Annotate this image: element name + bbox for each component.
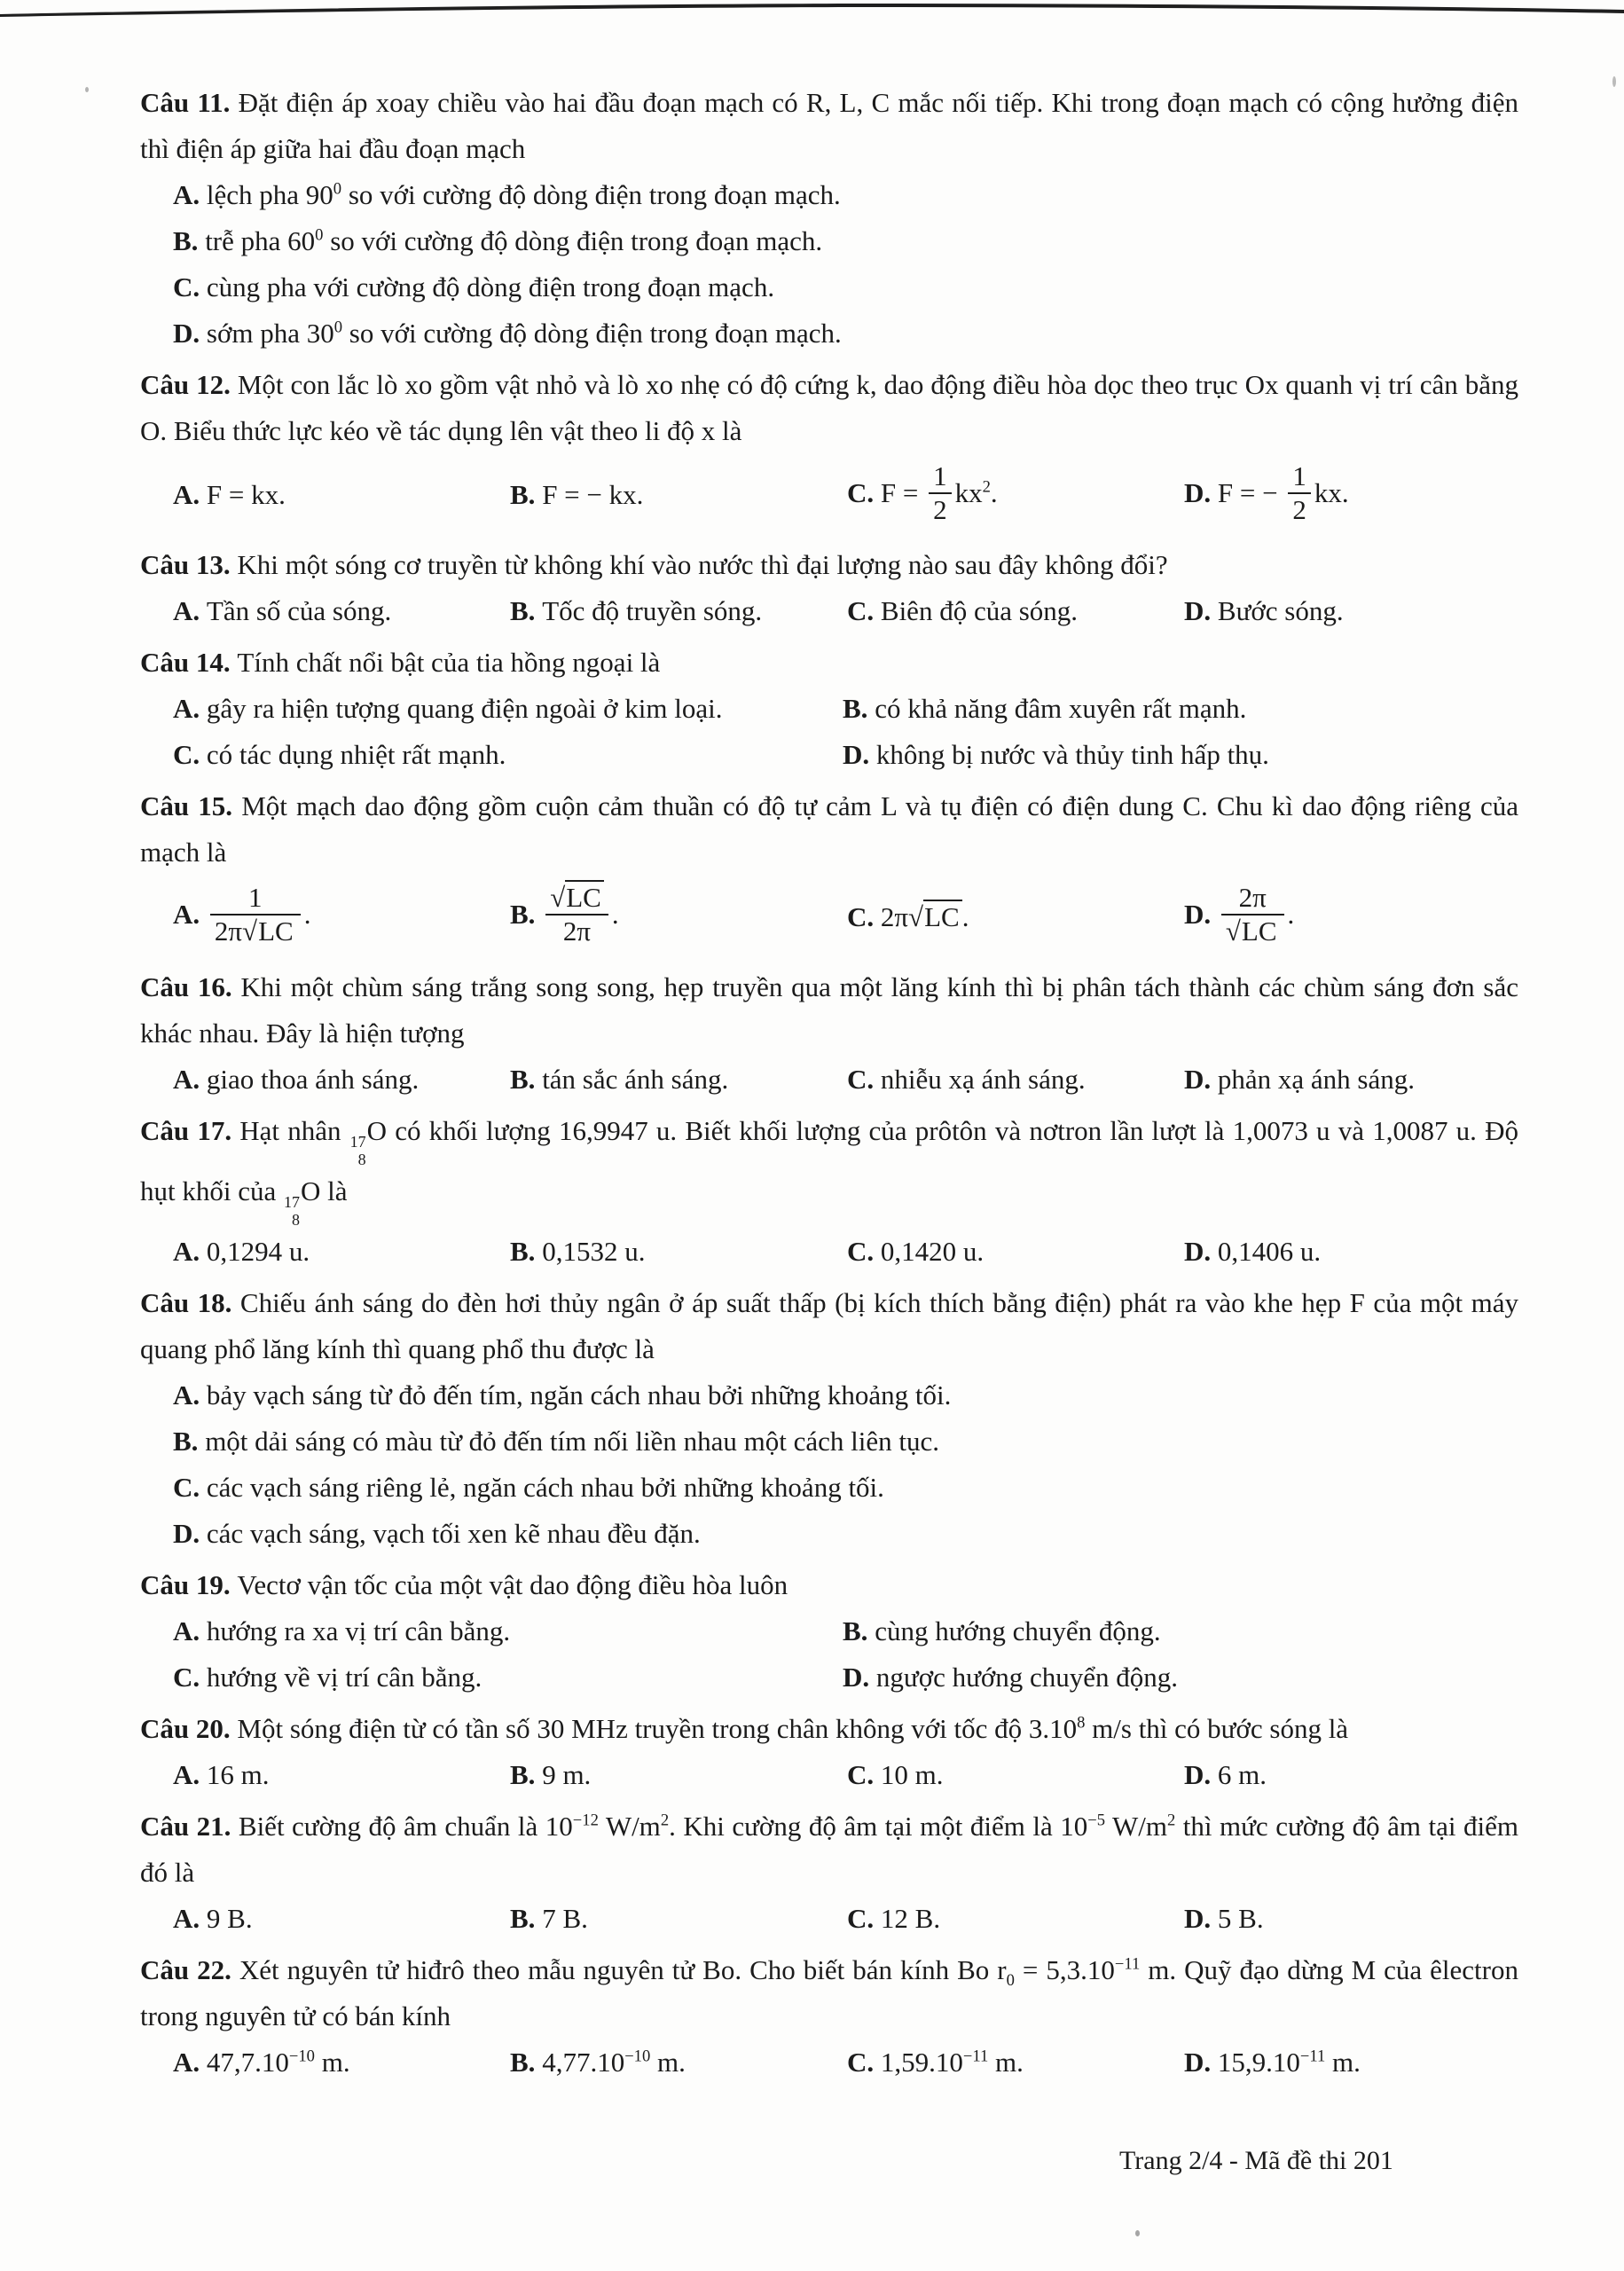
option: C. 10 m. bbox=[847, 1759, 944, 1791]
option: A. $47,7.10^{-10}$ m. bbox=[173, 2047, 350, 2078]
option-letter: A. bbox=[173, 179, 207, 210]
question-stem: Câu 13. Khi một sóng cơ truyền từ không khí vào nước thì đại lượng nào sau đây không đổi? bbox=[140, 549, 1168, 581]
option-letter: B. bbox=[843, 693, 875, 725]
questions-container bbox=[140, 75, 1518, 2086]
option: D. $\frac{2\pi}{√LC}$ . bbox=[1184, 882, 1295, 947]
option: A. $\frac{1}{2\pi√LC}$ . bbox=[173, 882, 311, 947]
option-letter: D. bbox=[1184, 1063, 1218, 1095]
scan-artifact-line bbox=[0, 0, 1624, 23]
radical-sign: √ bbox=[1225, 915, 1241, 947]
nuclide-numbers bbox=[350, 1133, 366, 1168]
option-letter: B. bbox=[843, 1615, 875, 1647]
scan-speck bbox=[1612, 76, 1616, 87]
options-group bbox=[140, 876, 1518, 958]
option-letter: D. bbox=[1184, 1903, 1218, 1935]
question bbox=[140, 1562, 1518, 1701]
radical-sign: √ bbox=[550, 882, 566, 914]
options-group bbox=[140, 1608, 1518, 1701]
option: B. 9 m. bbox=[510, 1759, 592, 1791]
option: D. $15,9.10^{-11}$ m. bbox=[1184, 2047, 1361, 2078]
radicand: LC bbox=[923, 900, 962, 932]
square-root bbox=[550, 882, 604, 913]
question-number: Câu 13. bbox=[140, 549, 238, 581]
option-letter: C. bbox=[173, 1472, 207, 1504]
question-stem: Câu 15. Một mạch dao động gồm cuộn cảm thuần có độ tự cảm L và tụ điện có điện dung C. Chu kì dao động riêng của mạch là bbox=[140, 790, 1518, 868]
option-letter: D. bbox=[173, 318, 207, 349]
fraction bbox=[1288, 460, 1311, 525]
option-letter: C. bbox=[847, 2047, 881, 2078]
question-number: Câu 21. bbox=[140, 1811, 239, 1843]
option: C. 12 B. bbox=[847, 1903, 941, 1935]
option-letter: C. bbox=[173, 1662, 207, 1693]
option: B. có khả năng đâm xuyên rất mạnh. bbox=[843, 693, 1247, 725]
option: A. Tần số của sóng. bbox=[173, 595, 392, 627]
option-letter: D. bbox=[1184, 1759, 1218, 1791]
options-group bbox=[140, 1896, 1518, 1942]
question-stem: Câu 22. Xét nguyên tử hiđrô theo mẫu nguyên tử Bo. Cho biết bán kính Bo $r_0 = 5,3.10^{-11}$ m. Quỹ đạo dừng M của êlectron trong nguyên tử có bán kính bbox=[140, 1954, 1518, 2032]
question-stem: Câu 17. Hạt nhân 17 8 O có khối lượng 16,9947 u. Biết khối lượng của prôtôn và nơtron lần lượt là 1,0073 u và 1,0087 u. Độ hụt khối của 17 8 O là bbox=[140, 1114, 1518, 1230]
question bbox=[140, 80, 1518, 357]
option-letter: B. bbox=[510, 1759, 543, 1791]
question bbox=[140, 1108, 1518, 1276]
fraction-numerator: 1 bbox=[933, 460, 947, 491]
option-letter: D. bbox=[1184, 899, 1218, 931]
option: D. sớm pha $30^0$ so với cường độ dòng điện trong đoạn mạch. bbox=[173, 318, 842, 349]
option: B. 7 B. bbox=[510, 1903, 588, 1935]
option: D. F = − $\frac{1}{2}$ kx. bbox=[1184, 460, 1349, 525]
options-group bbox=[140, 588, 1518, 634]
option: D. 5 B. bbox=[1184, 1903, 1264, 1935]
superscript: 0 bbox=[315, 225, 324, 245]
option-letter: B. bbox=[510, 2047, 543, 2078]
superscript: 2 bbox=[660, 1811, 670, 1830]
question-number: Câu 18. bbox=[140, 1287, 240, 1319]
question-stem: Câu 20. Một sóng điện từ có tần số 30 MHz truyền trong chân không với tốc độ 3.10$^8$ m/s thì có bước sóng là bbox=[140, 1713, 1349, 1745]
option-letter: A. bbox=[173, 595, 207, 627]
question-number: Câu 19. bbox=[140, 1569, 238, 1601]
superscript: −5 bbox=[1087, 1811, 1106, 1830]
fraction-numerator bbox=[545, 882, 608, 914]
option-letter: B. bbox=[510, 479, 543, 511]
fraction-denominator: 2π bbox=[545, 914, 608, 947]
option: A. 9 B. bbox=[173, 1903, 253, 1935]
question-number: Câu 15. bbox=[140, 790, 242, 822]
question bbox=[140, 1280, 1518, 1557]
options-group bbox=[140, 454, 1518, 537]
option-letter: A. bbox=[173, 1063, 207, 1095]
option-letter: D. bbox=[1184, 476, 1218, 508]
scan-speck bbox=[1135, 2230, 1140, 2236]
option: B. F = − kx. bbox=[510, 479, 644, 511]
question bbox=[140, 783, 1518, 958]
superscript: −10 bbox=[288, 2047, 315, 2066]
radicand: LC bbox=[565, 880, 604, 913]
superscript: −11 bbox=[1114, 1954, 1141, 1974]
option: B. $4,77.10^{-10}$ m. bbox=[510, 2047, 686, 2078]
option-letter: A. bbox=[173, 479, 207, 511]
scan-speck bbox=[85, 87, 89, 92]
superscript: 0 bbox=[333, 318, 343, 337]
option: A. 0,1294 u. bbox=[173, 1236, 310, 1268]
question bbox=[140, 362, 1518, 537]
option: D. phản xạ ánh sáng. bbox=[1184, 1063, 1415, 1095]
option-letter: A. bbox=[173, 1759, 207, 1791]
fraction-denominator: 2 bbox=[1288, 492, 1311, 526]
question-stem: Câu 19. Vectơ vận tốc của một vật dao động điều hòa luôn bbox=[140, 1569, 788, 1601]
fraction bbox=[545, 882, 608, 947]
question-stem: Câu 16. Khi một chùm sáng trắng song song, hẹp truyền qua một lăng kính thì bị phân tách thành các chùm sáng đơn sắc khác nhau. Đây là hiện tượng bbox=[140, 970, 1518, 1049]
option: A. 16 m. bbox=[173, 1759, 270, 1791]
question bbox=[140, 640, 1518, 778]
fraction-numerator: 1 bbox=[1292, 460, 1306, 491]
option-letter: B. bbox=[510, 1063, 543, 1095]
page-footer: Trang 2/4 - Mã đề thi 201 bbox=[1119, 2146, 1393, 2175]
option-letter: D. bbox=[173, 1518, 207, 1550]
option: B. tán sắc ánh sáng. bbox=[510, 1063, 729, 1095]
options-group bbox=[140, 172, 1518, 357]
option: C. cùng pha với cường độ dòng điện trong đoạn mạch. bbox=[173, 271, 775, 303]
fraction-denominator: 2π√LC bbox=[210, 914, 301, 947]
option: B. một dải sáng có màu từ đỏ đến tím nối liền nhau một cách liên tục. bbox=[173, 1426, 939, 1458]
fraction-numerator: 2π bbox=[1238, 882, 1267, 914]
question bbox=[140, 1803, 1518, 1942]
options-group bbox=[140, 1752, 1518, 1798]
subscript: 0 bbox=[1006, 1971, 1015, 1991]
option-letter: C. bbox=[847, 1236, 881, 1268]
option-letter: A. bbox=[173, 1236, 207, 1268]
option: A. giao thoa ánh sáng. bbox=[173, 1063, 420, 1095]
option: D. ngược hướng chuyển động. bbox=[843, 1662, 1179, 1693]
radical-sign: √ bbox=[242, 915, 258, 947]
option: C. nhiễu xạ ánh sáng. bbox=[847, 1063, 1086, 1095]
options-group bbox=[140, 1229, 1518, 1275]
question-stem: Câu 18. Chiếu ánh sáng do đèn hơi thủy ngân ở áp suất thấp (bị kích thích bằng điện) phát ra vào khe hẹp F của một máy quang phổ lăng kính thì quang phổ thu được là bbox=[140, 1287, 1518, 1365]
option-letter: B. bbox=[173, 1426, 206, 1458]
question-number: Câu 20. bbox=[140, 1713, 238, 1745]
superscript: −12 bbox=[572, 1811, 599, 1830]
option: C. các vạch sáng riêng lẻ, ngăn cách nhau bởi những khoảng tối. bbox=[173, 1472, 884, 1504]
option-letter: A. bbox=[173, 1379, 207, 1411]
fraction bbox=[1221, 882, 1284, 947]
option: A. bảy vạch sáng từ đỏ đến tím, ngăn cách nhau bởi những khoảng tối. bbox=[173, 1379, 952, 1411]
option: D. Bước sóng. bbox=[1184, 595, 1344, 627]
square-root bbox=[242, 915, 296, 947]
option: B. $\frac{√LC}{2\pi}$ . bbox=[510, 882, 619, 947]
atomic-number: 8 bbox=[357, 1150, 366, 1168]
mass-number: 17 bbox=[284, 1193, 300, 1211]
option-letter: A. bbox=[173, 2047, 207, 2078]
option-letter: C. bbox=[847, 1063, 881, 1095]
element-symbol: O bbox=[366, 1114, 388, 1146]
option: C. 0,1420 u. bbox=[847, 1236, 985, 1268]
options-group bbox=[140, 1057, 1518, 1103]
mass-number: 17 bbox=[349, 1132, 366, 1151]
question-number: Câu 17. bbox=[140, 1114, 240, 1146]
option: B. Tốc độ truyền sóng. bbox=[510, 595, 763, 627]
option-letter: A. bbox=[173, 899, 207, 931]
fraction-numerator: 1 bbox=[248, 882, 263, 914]
question-stem: Câu 21. Biết cường độ âm chuẩn là $10^{-12}$ $W/m^2$. Khi cường độ âm tại một điểm là $10^{-5}$ $W/m^2$ thì mức cường độ âm tại điểm đó là bbox=[140, 1811, 1518, 1889]
option: C. hướng về vị trí cân bằng. bbox=[173, 1662, 482, 1693]
square-root bbox=[908, 901, 962, 932]
question-number: Câu 16. bbox=[140, 970, 241, 1002]
superscript: −11 bbox=[962, 2047, 989, 2066]
option: A. F = kx. bbox=[173, 479, 286, 511]
superscript: −10 bbox=[624, 2047, 651, 2066]
question bbox=[140, 1706, 1518, 1798]
option: B. 0,1532 u. bbox=[510, 1236, 646, 1268]
square-root bbox=[1226, 915, 1280, 947]
option-letter: D. bbox=[1184, 595, 1218, 627]
superscript: 8 bbox=[1077, 1713, 1086, 1733]
question-stem: Câu 12. Một con lắc lò xo gồm vật nhỏ và lò xo nhẹ có độ cứng k, dao động điều hòa dọc theo trục Ox quanh vị trí cân bằng O. Biểu thức lực kéo về tác dụng lên vật theo li độ x là bbox=[140, 369, 1518, 446]
option-letter: C. bbox=[847, 476, 881, 508]
radicand: LC bbox=[1241, 914, 1280, 947]
option-letter: B. bbox=[510, 1236, 543, 1268]
question-number: Câu 14. bbox=[140, 647, 238, 679]
question-number: Câu 12. bbox=[140, 369, 238, 400]
question bbox=[140, 1947, 1518, 2086]
option-letter: B. bbox=[510, 595, 543, 627]
option: B. trễ pha $60^0$ so với cường độ dòng điện trong đoạn mạch. bbox=[173, 225, 823, 256]
option-letter: C. bbox=[173, 271, 207, 303]
option-letter: C. bbox=[847, 1903, 881, 1935]
nuclide-numbers bbox=[284, 1193, 300, 1229]
options-group bbox=[140, 2039, 1518, 2086]
option: D. 0,1406 u. bbox=[1184, 1236, 1322, 1268]
superscript: 2 bbox=[982, 477, 991, 497]
superscript: −11 bbox=[1299, 2047, 1326, 2066]
option: A. lệch pha $90^0$ so với cường độ dòng điện trong đoạn mạch. bbox=[173, 179, 841, 210]
option-letter: C. bbox=[847, 1759, 881, 1791]
atomic-number: 8 bbox=[291, 1211, 300, 1230]
question bbox=[140, 542, 1518, 634]
fraction bbox=[210, 882, 301, 947]
options-group bbox=[140, 1372, 1518, 1557]
option: A. hướng ra xa vị trí cân bằng. bbox=[173, 1615, 511, 1647]
fraction-denominator bbox=[1221, 914, 1284, 947]
option: B. cùng hướng chuyển động. bbox=[843, 1615, 1161, 1647]
question-stem: Câu 14. Tính chất nổi bật của tia hồng ngoại là bbox=[140, 647, 661, 679]
option: C. 2π√LC. bbox=[847, 900, 1184, 935]
option: D. 6 m. bbox=[1184, 1759, 1267, 1791]
option: C. $1,59.10^{-11}$ m. bbox=[847, 2047, 1024, 2078]
option-letter: B. bbox=[173, 225, 206, 256]
option-letter: D. bbox=[843, 739, 876, 771]
option-letter: A. bbox=[173, 1615, 207, 1647]
fraction bbox=[929, 460, 952, 525]
superscript: 0 bbox=[333, 179, 342, 199]
option-letter: A. bbox=[173, 693, 207, 725]
options-group bbox=[140, 686, 1518, 778]
question-number: Câu 11. bbox=[140, 87, 239, 118]
option-letter: D. bbox=[1184, 2047, 1218, 2078]
option: C. có tác dụng nhiệt rất mạnh. bbox=[173, 739, 506, 771]
element-symbol: O bbox=[300, 1175, 321, 1206]
superscript: 2 bbox=[1167, 1811, 1176, 1830]
question-stem: Câu 11. Đặt điện áp xoay chiều vào hai đầu đoạn mạch có R, L, C mắc nối tiếp. Khi trong đoạn mạch có cộng hưởng điện thì điện áp giữa hai đầu đoạn mạch bbox=[140, 87, 1518, 164]
option: D. các vạch sáng, vạch tối xen kẽ nhau đều đặn. bbox=[173, 1518, 701, 1550]
option-letter: C. bbox=[173, 739, 207, 771]
question bbox=[140, 964, 1518, 1103]
question-number: Câu 22. bbox=[140, 1954, 239, 1986]
option: C. Biên độ của sóng. bbox=[847, 595, 1079, 627]
radical-sign: √ bbox=[908, 900, 924, 932]
option-letter: D. bbox=[1184, 1236, 1218, 1268]
option-letter: A. bbox=[173, 1903, 207, 1935]
option-letter: B. bbox=[510, 1903, 543, 1935]
option-letter: C. bbox=[847, 900, 881, 932]
option: D. không bị nước và thủy tinh hấp thụ. bbox=[843, 739, 1269, 771]
option-letter: B. bbox=[510, 899, 543, 931]
radicand: LC bbox=[257, 914, 296, 947]
option: A. gây ra hiện tượng quang điện ngoài ở kim loại. bbox=[173, 693, 723, 725]
option-letter: C. bbox=[847, 595, 881, 627]
option-letter: D. bbox=[843, 1662, 876, 1693]
fraction-denominator: 2 bbox=[929, 492, 952, 526]
option: C. F = $\frac{1}{2}$ $kx^2$. bbox=[847, 460, 998, 525]
